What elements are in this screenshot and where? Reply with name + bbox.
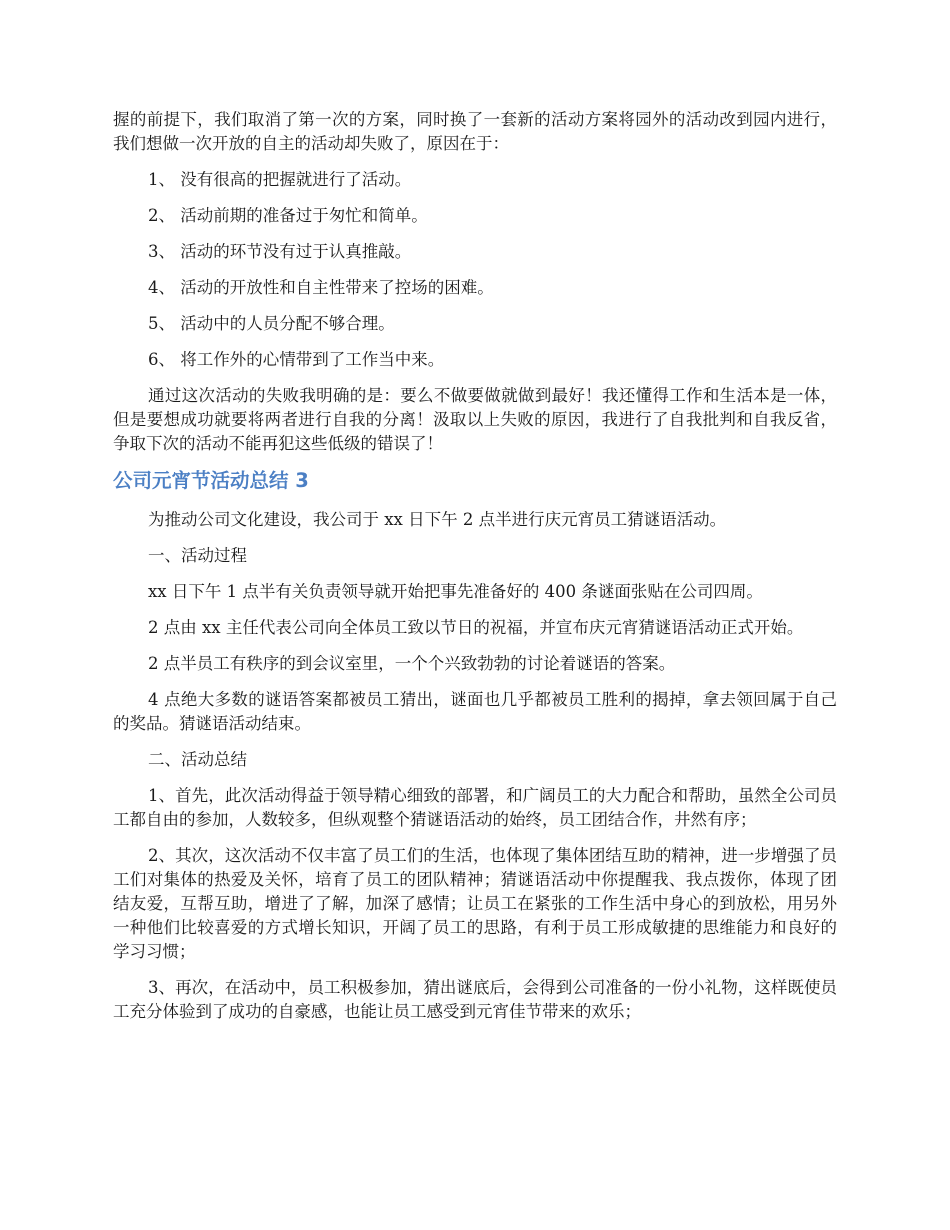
body-paragraph: 2 点由 xx 主任代表公司向全体员工致以节日的祝福，并宣布庆元宵猜谜语活动正式开始。: [148, 618, 804, 637]
body-paragraph: xx 日下午 1 点半有关负责领导就开始把事先准备好的 400 条谜面张贴在公司四周。: [148, 582, 763, 601]
subheading-activity-summary: 二、活动总结: [148, 750, 247, 769]
body-paragraph: 4 点绝大多数的谜语答案都被员工猜出，谜面也几乎都被员工胜利的揭掉，拿去领回属于自己的奖品。猜谜语活动结束。: [113, 690, 837, 733]
reason-item: 4、 活动的开放性和自主性带来了控场的困难。: [148, 278, 494, 297]
body-paragraph: 1、首先，此次活动得益于领导精心细致的部署，和广阔员工的大力配合和帮助，虽然全公司员工都自由的参加，人数较多，但纵观整个猜谜语活动的始终，员工团结合作，井然有序；: [113, 786, 837, 829]
document-body: [113, 108, 837, 1036]
reason-item: 1、 没有很高的把握就进行了活动。: [148, 170, 412, 189]
body-paragraph: 3、再次，在活动中，员工积极参加，猜出谜底后，会得到公司准备的一份小礼物，这样既使员工充分体验到了成功的自豪感，也能让员工感受到元宵佳节带来的欢乐；: [113, 978, 837, 1021]
conclusion-paragraph: 通过这次活动的失败我明确的是：要么不做要做就做到最好！我还懂得工作和生活本是一体，但是要想成功就要将两者进行自我的分离！汲取以上失败的原因，我进行了自我批判和自我反省，争取下次的活动不能再犯这些低级的错误了！: [113, 386, 837, 453]
body-paragraph: 2、其次，这次活动不仅丰富了员工们的生活，也体现了集体团结互助的精神，进一步增强了员工们对集体的热爱及关怀，培育了员工的团队精神；猜谜语活动中你提醒我、我点拨你，体现了团结友爱，互帮互助，增进了了解，加深了感情；让员工在紧张的工作生活中身心的到放松，用另外一种他们比较喜爱的方式增长知识，开阔了员工的思路，有利于员工形成敏捷的思维能力和良好的学习习惯；: [113, 846, 837, 961]
reason-item: 5、 活动中的人员分配不够合理。: [148, 314, 395, 333]
body-paragraph: 2 点半员工有秩序的到会议室里，一个个兴致勃勃的讨论着谜语的答案。: [148, 654, 676, 673]
intro-paragraph: 握的前提下，我们取消了第一次的方案，同时换了一套新的活动方案将园外的活动改到园内进行，我们想做一次开放的自主的活动却失败了，原因在于：: [113, 110, 837, 153]
subheading-activity-process: 一、活动过程: [148, 546, 247, 565]
reason-item: 2、 活动前期的准备过于匆忙和简单。: [148, 206, 428, 225]
section-heading: 公司元宵节活动总结 3: [113, 469, 309, 492]
body-paragraph: 为推动公司文化建设，我公司于 xx 日下午 2 点半进行庆元宵员工猜谜语活动。: [148, 510, 727, 529]
reason-item: 3、 活动的环节没有过于认真推敲。: [148, 242, 412, 261]
reason-item: 6、 将工作外的心情带到了工作当中来。: [148, 350, 445, 369]
